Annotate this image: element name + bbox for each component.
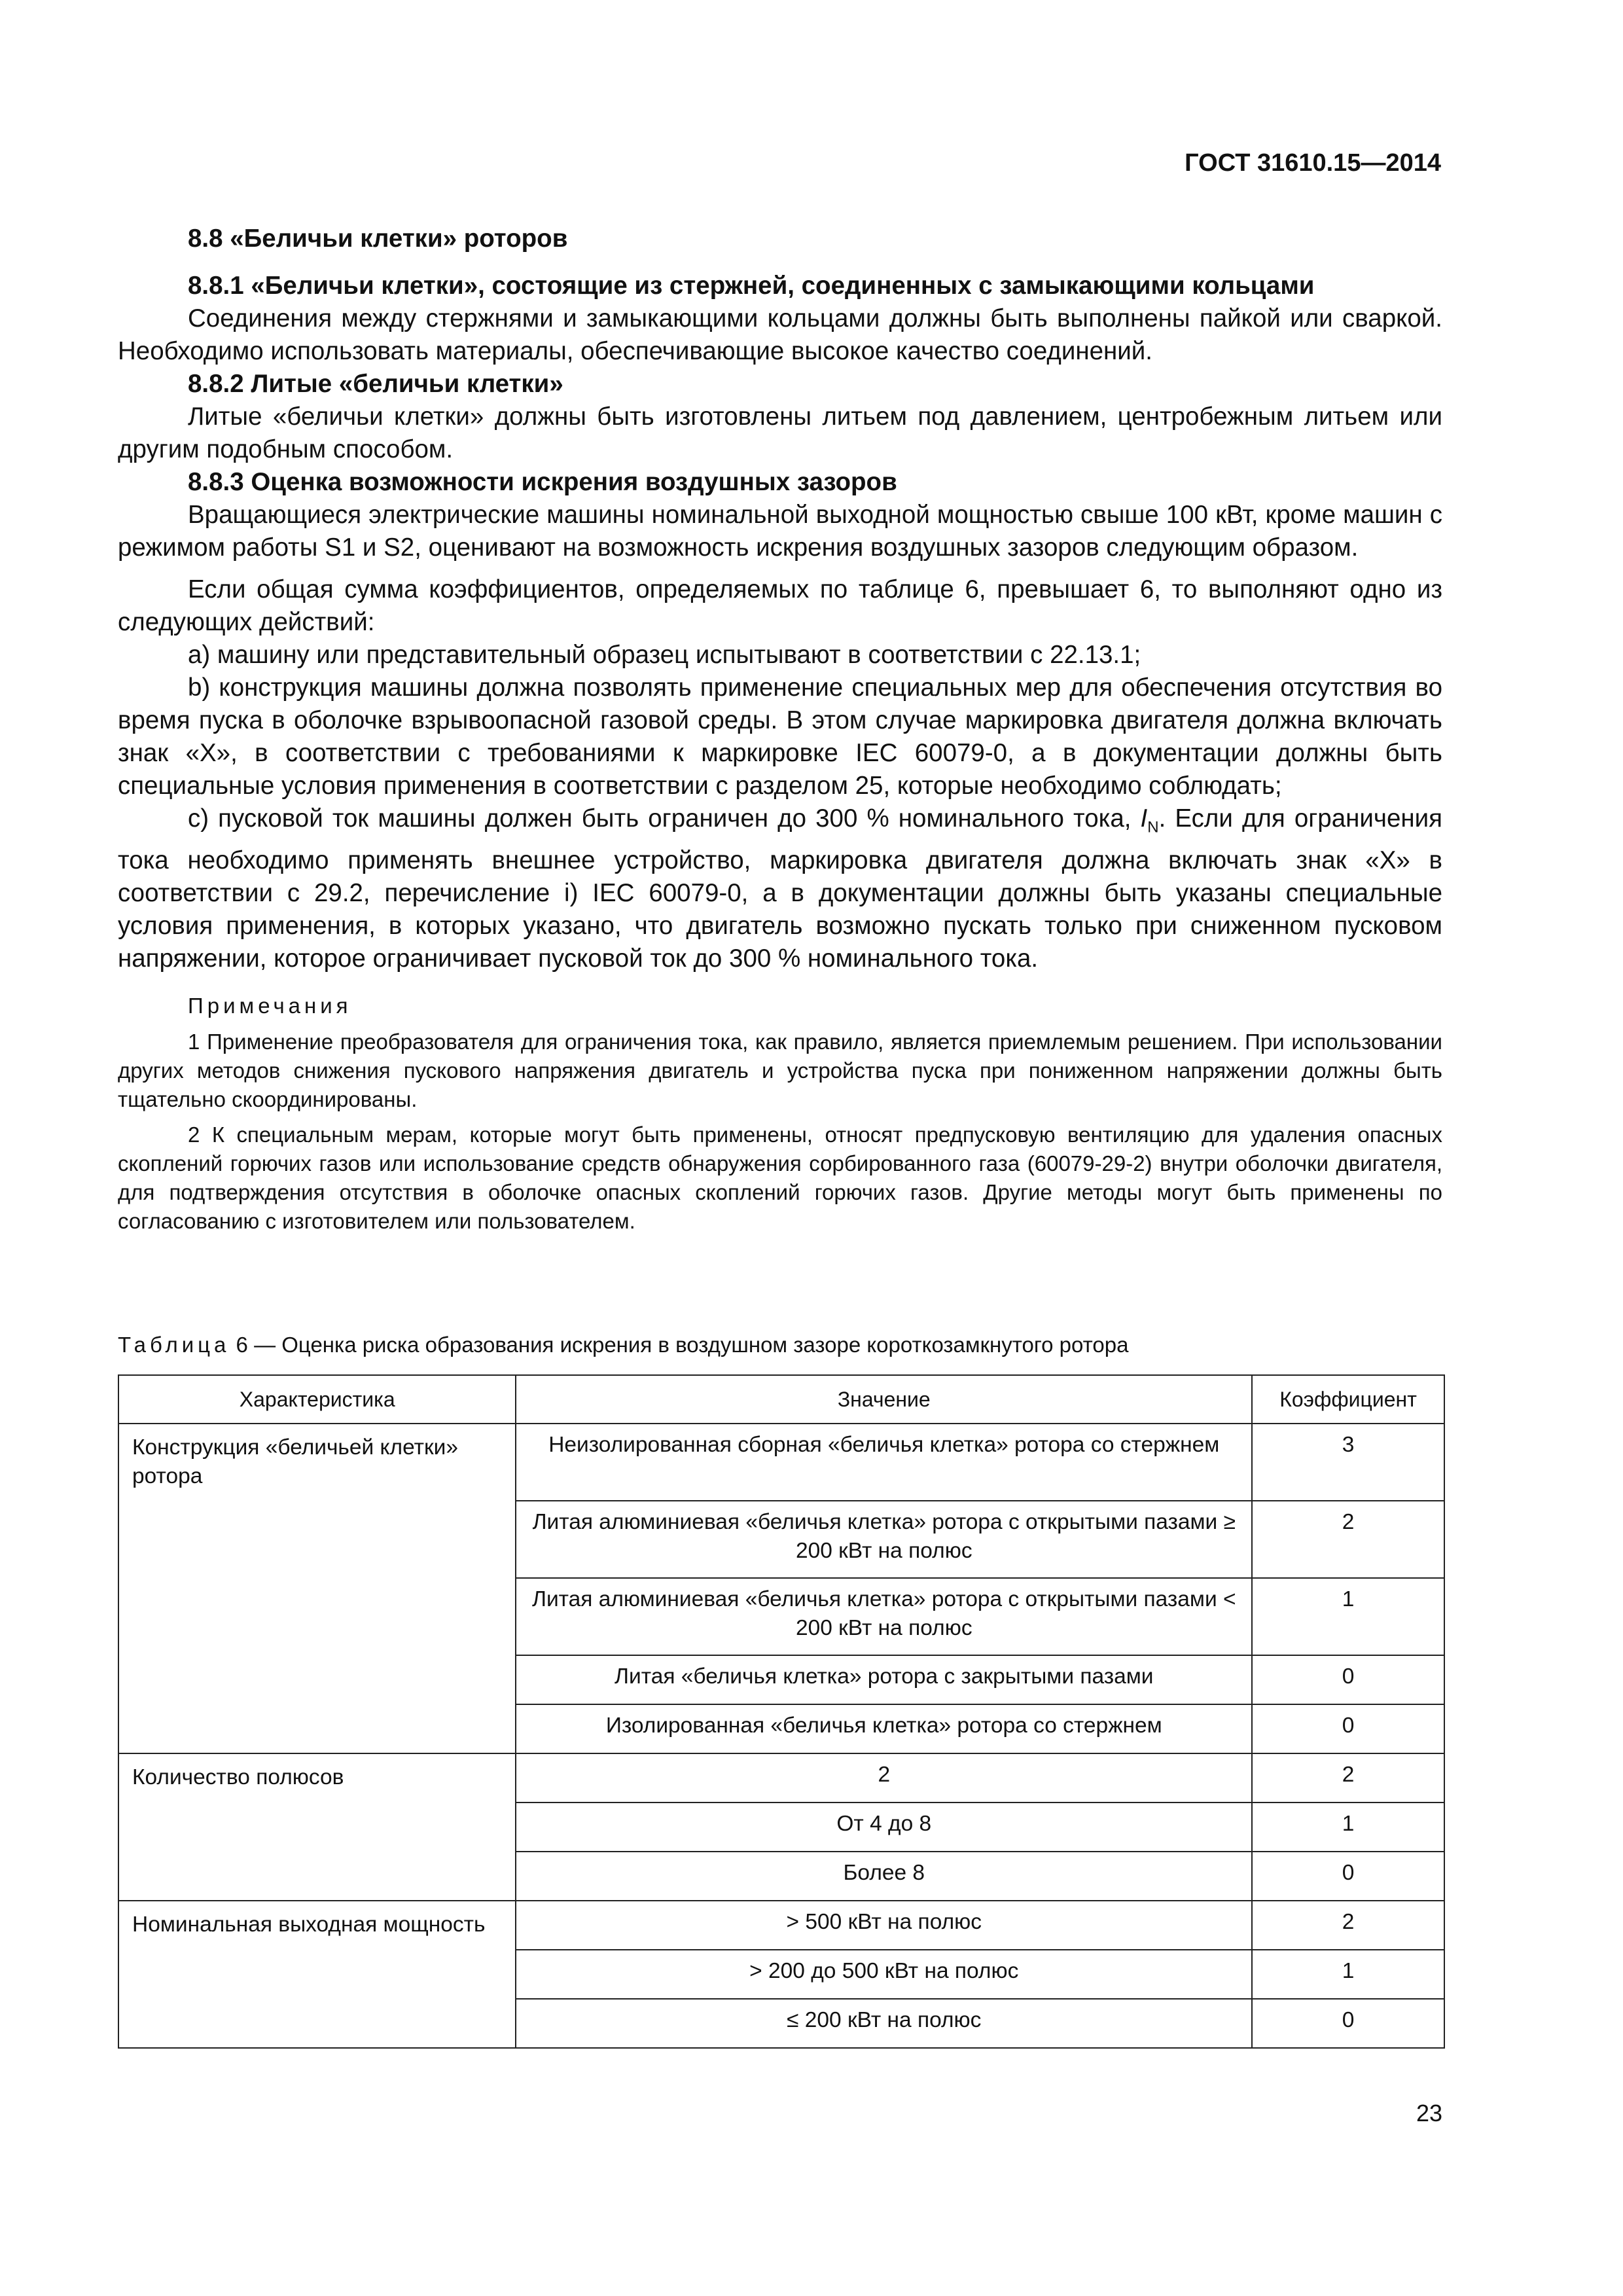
paragraph-8-8-3-condition: Если общая сумма коэффициентов, определяемых по таблице 6, превышает 6, то выполняют одно из следующих действий: [118, 575, 1442, 636]
notes-title: Примечания [188, 993, 352, 1018]
header-value: Значение [516, 1375, 1252, 1424]
cell-coefficient: 1 [1252, 1950, 1444, 1999]
list-item-c [118, 802, 1442, 975]
cell-value: От 4 до 8 [516, 1803, 1252, 1852]
risk-assessment-table [118, 1374, 1445, 2049]
table-header-row [118, 1375, 1444, 1424]
group-pole-count: Количество полюсов [118, 1753, 516, 1901]
cell-value: 2 [516, 1753, 1252, 1803]
group-rotor-design: Конструкция «беличьей клетки» ротора [118, 1424, 516, 1753]
cell-coefficient: 1 [1252, 1578, 1444, 1655]
cell-coefficient: 2 [1252, 1901, 1444, 1950]
list-item-b: b) конструкция машины должна позволять применение специальных мер для обеспечения отсутствия во время пуска в оболочке взрывоопасной газовой среды. В этом случае маркировка двигателя должна включать знак «Х», в соответствии с требованиями к маркировке IEC 60079-0, а в документации должны быть специальные условия применения в соответствии с разделом 25, которые необходимо соблюдать; [118, 673, 1442, 800]
section-body [118, 223, 1442, 1236]
cell-value: Более 8 [516, 1852, 1252, 1901]
document-code: ГОСТ 31610.15—2014 [1185, 149, 1441, 177]
cell-value: Неизолированная сборная «беличья клетка» ротора со стержнем [516, 1424, 1252, 1501]
subsection-title-8-8-3: 8.8.3 Оценка возможности искрения воздушных зазоров [188, 468, 897, 496]
table-row [118, 1424, 1444, 1501]
table-caption [118, 1333, 1128, 1357]
cell-coefficient: 2 [1252, 1753, 1444, 1803]
cell-value: > 200 до 500 кВт на полюс [516, 1950, 1252, 1999]
table-caption-text: 6 — Оценка риска образования искрения в воздушном зазоре короткозамкнутого ротора [230, 1333, 1129, 1357]
cell-coefficient: 0 [1252, 1852, 1444, 1901]
header-coefficient: Коэффициент [1252, 1375, 1444, 1424]
paragraph-8-8-2: Литые «беличьи клетки» должны быть изготовлены литьем под давлением, центробежным литьем или другим подобным способом. [118, 403, 1442, 463]
list-item-a: а) машину или представительный образец испытывают в соответствии с 22.13.1; [188, 641, 1141, 669]
cell-coefficient: 0 [1252, 1655, 1444, 1704]
group-rated-power: Номинальная выходная мощность [118, 1901, 516, 2048]
cell-value: Литая «беличья клетка» ротора с закрытыми пазами [516, 1655, 1252, 1704]
section-title: 8.8 «Беличьи клетки» роторов [188, 224, 568, 253]
table-row [118, 1901, 1444, 1950]
subsection-title-8-8-2: 8.8.2 Литые «беличьи клетки» [188, 370, 563, 398]
cell-value: > 500 кВт на полюс [516, 1901, 1252, 1950]
subsection-title-8-8-1: 8.8.1 «Беличьи клетки», состоящие из стержней, соединенных с замыкающими кольцами [188, 272, 1315, 300]
current-symbol: I [1140, 804, 1148, 833]
page-number: 23 [1416, 2100, 1442, 2126]
note-1: 1 Применение преобразователя для ограничения тока, как правило, является приемлемым решением. При использовании других методов снижения пускового напряжения двигатель и устройства пуска при пониженном напряжении должны быть тщательно скоординированы. [118, 1029, 1442, 1111]
list-item-c-end: . Если для ограничения тока необходимо применять внешнее устройство, маркировка двигателя должна включать знак «Х» в соответствии с 29.2, перечисление i) IEC 60079-0, а в документации должны быть указаны специальные условия применения, в которых указано, что двигатель возможно пускать только при сниженном пусковом напряжении, которое ограничивает пусковой ток до 300 % номинального тока. [118, 804, 1442, 973]
cell-value: Литая алюминиевая «беличья клетка» ротора с открытыми пазами ≥ 200 кВт на полюс [516, 1501, 1252, 1578]
table-row [118, 1753, 1444, 1803]
note-2: 2 К специальным мерам, которые могут быть применены, относят предпусковую вентиляцию для удаления опасных скоплений горючих газов или использование средств обнаружения сорбированного газа (60079-29-2) внутри оболочки двигателя, для подтверждения отсутствия в оболочке опасных скоплений горючих газов. Другие методы могут быть применены по согласованию с изготовителем или пользователем. [118, 1122, 1442, 1233]
cell-coefficient: 0 [1252, 1704, 1444, 1753]
header-characteristic: Характеристика [118, 1375, 516, 1424]
cell-coefficient: 0 [1252, 1999, 1444, 2048]
cell-coefficient: 1 [1252, 1803, 1444, 1852]
paragraph-8-8-3-intro: Вращающиеся электрические машины номинальной выходной мощностью свыше 100 кВт, кроме машин с режимом работы S1 и S2, оценивают на возможность искрения воздушных зазоров следующим образом. [118, 501, 1442, 562]
cell-coefficient: 2 [1252, 1501, 1444, 1578]
cell-value: ≤ 200 кВт на полюс [516, 1999, 1252, 2048]
paragraph-8-8-1: Соединения между стержнями и замыкающими кольцами должны быть выполнены пайкой или сваркой. Необходимо использовать материалы, обеспечивающие высокое качество соединений. [118, 304, 1442, 365]
cell-value: Литая алюминиевая «беличья клетка» ротора с открытыми пазами < 200 кВт на полюс [516, 1578, 1252, 1655]
current-symbol-subscript: N [1147, 818, 1159, 836]
cell-value: Изолированная «беличья клетка» ротора со стержнем [516, 1704, 1252, 1753]
table-caption-label: Таблица [118, 1333, 230, 1357]
cell-coefficient: 3 [1252, 1424, 1444, 1501]
list-item-c-start: с) пусковой ток машины должен быть ограничен до 300 % номинального тока, [188, 804, 1141, 833]
